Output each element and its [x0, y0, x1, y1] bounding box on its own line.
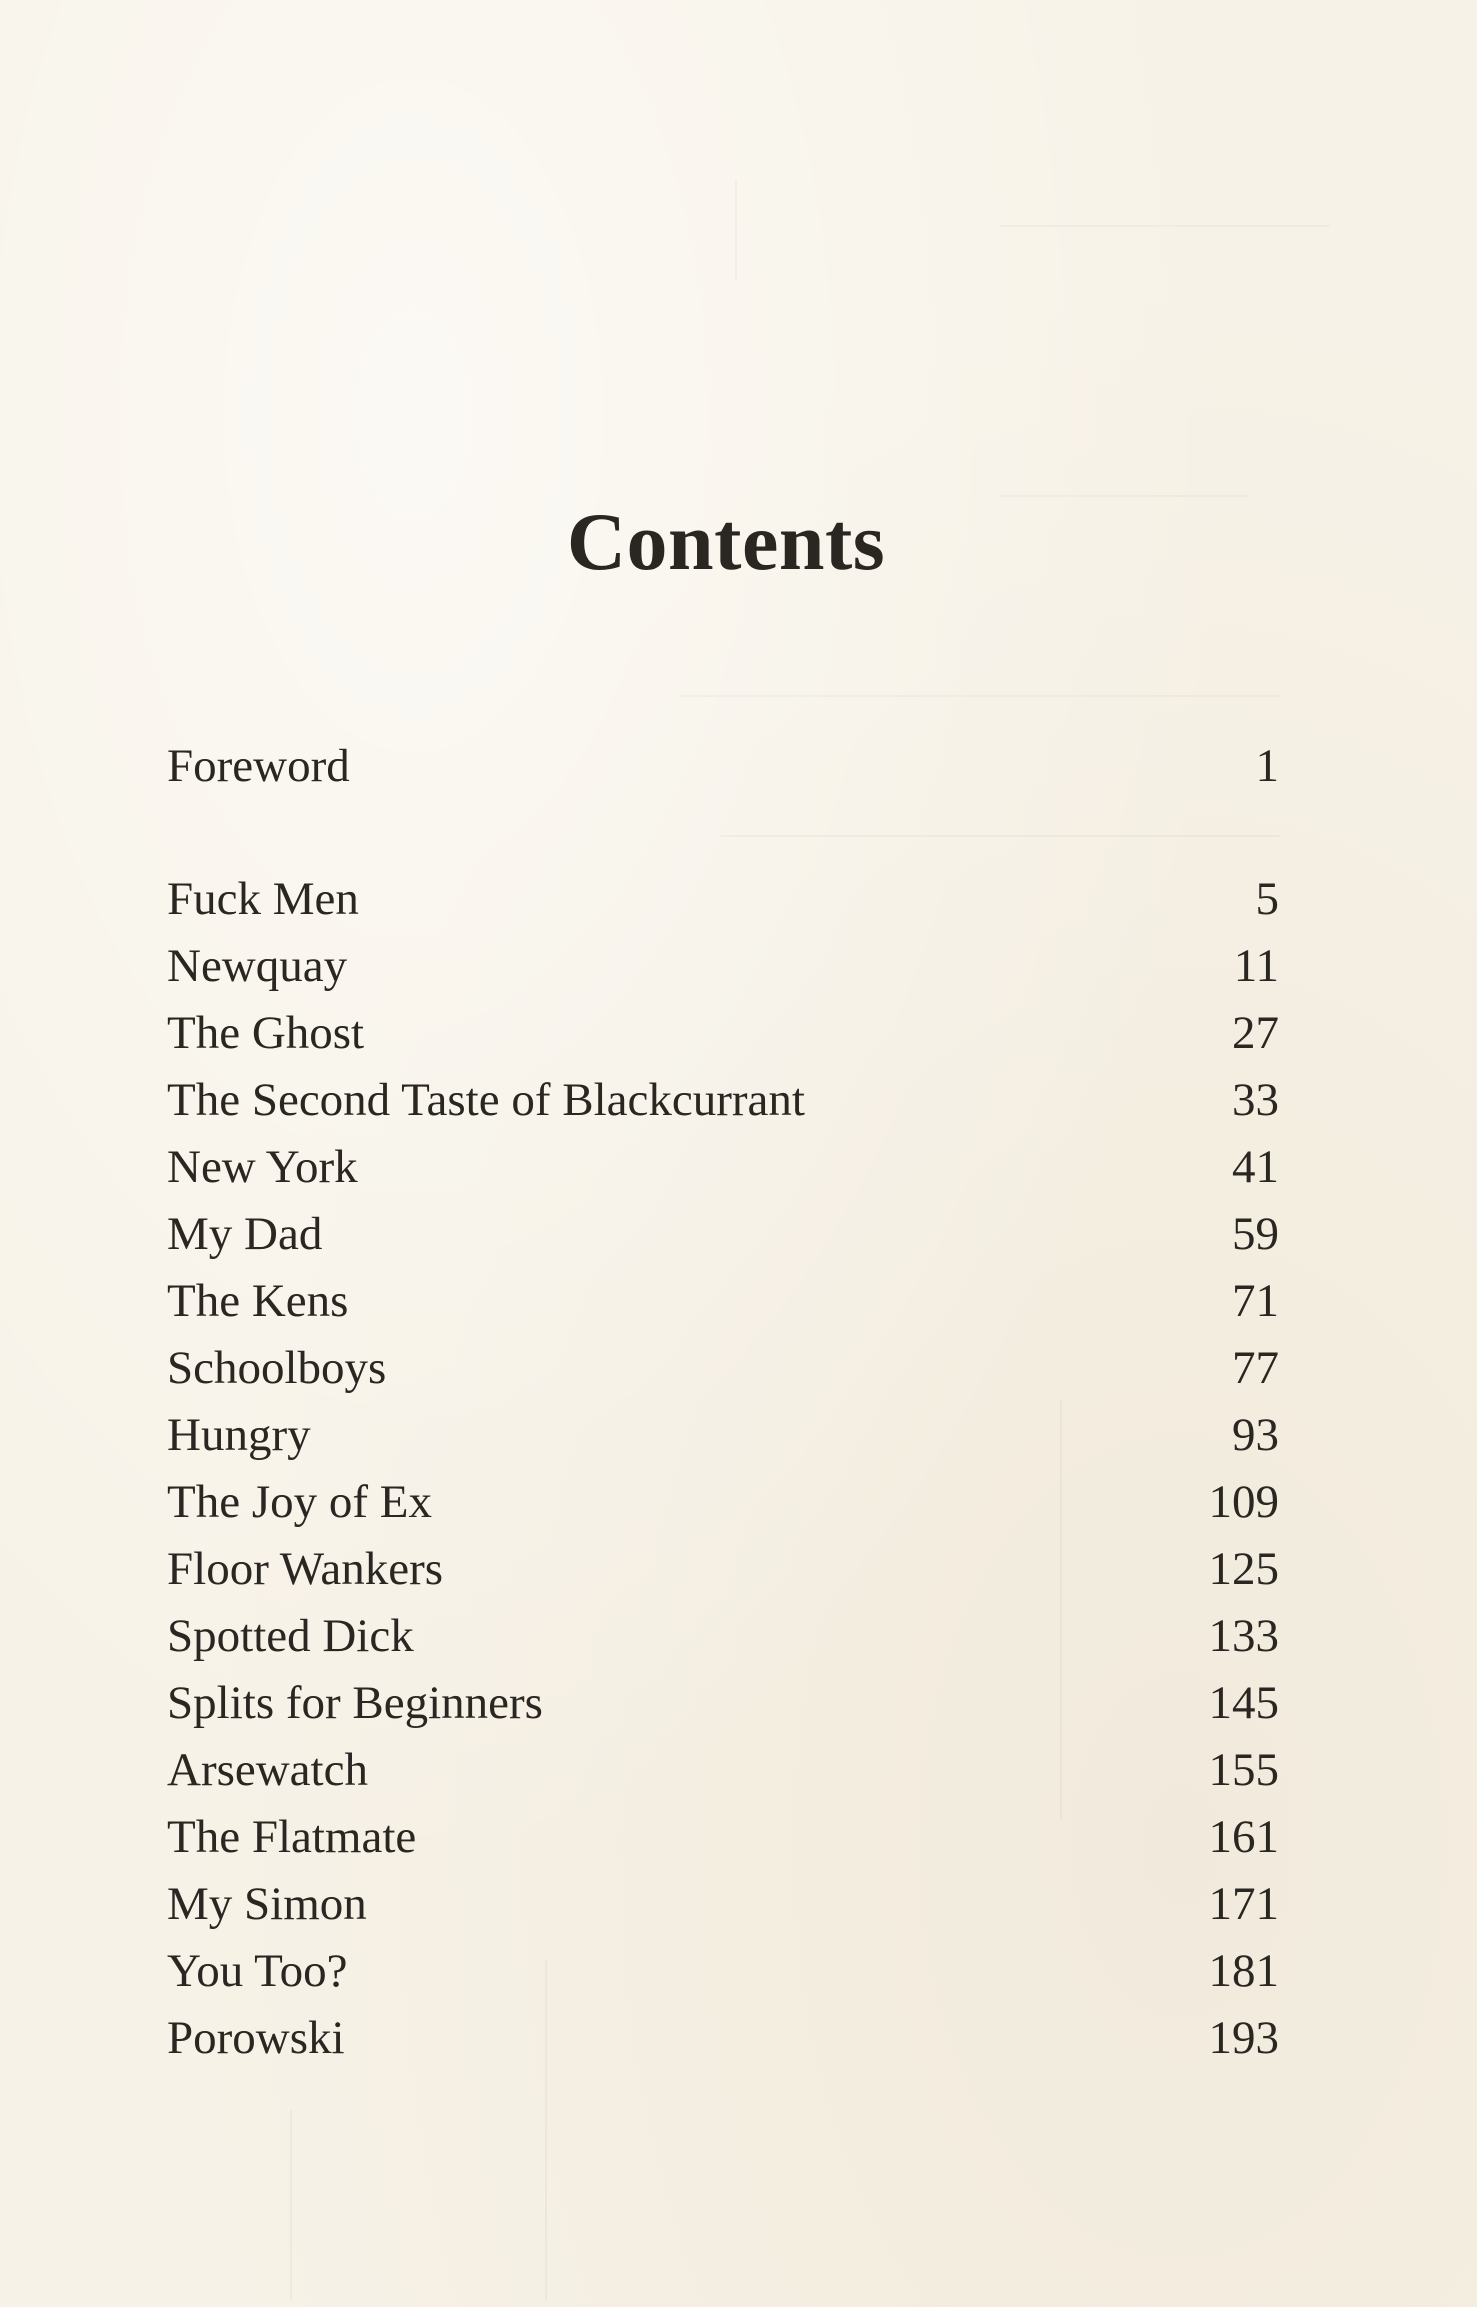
show-through-mark	[290, 2110, 292, 2300]
toc-entry	[167, 866, 1279, 933]
toc-entry-page: 1	[1255, 740, 1279, 792]
toc-entry	[167, 1603, 1279, 1670]
toc-entry-foreword	[167, 733, 1279, 800]
toc-entry-page: 41	[1232, 1141, 1279, 1193]
toc-entry	[167, 2005, 1279, 2072]
toc-entry-page: 33	[1232, 1074, 1279, 1126]
show-through-mark	[735, 180, 737, 280]
toc-entry-page: 161	[1208, 1811, 1279, 1863]
toc-entry-title: The Kens	[167, 1275, 349, 1327]
toc-entry-page: 181	[1208, 1945, 1279, 1997]
toc-entry	[167, 1871, 1279, 1938]
toc-entry	[167, 1335, 1279, 1402]
toc-entry-title: Spotted Dick	[167, 1610, 414, 1662]
toc-entry-page: 5	[1255, 873, 1279, 925]
table-of-contents	[167, 733, 1279, 2072]
toc-entry-title: My Dad	[167, 1208, 323, 1260]
show-through-mark	[680, 695, 1280, 697]
toc-entry-title: New York	[167, 1141, 358, 1193]
toc-entry-page: 193	[1208, 2012, 1279, 2064]
toc-entry-page: 133	[1208, 1610, 1279, 1662]
toc-entry	[167, 1201, 1279, 1268]
toc-entry-title: My Simon	[167, 1878, 367, 1930]
toc-entry	[167, 1000, 1279, 1067]
toc-entry-title: Newquay	[167, 940, 348, 992]
toc-entry-page: 27	[1232, 1007, 1279, 1059]
toc-entry	[167, 1067, 1279, 1134]
toc-entry-page: 155	[1208, 1744, 1279, 1796]
toc-entry-title: Foreword	[167, 740, 350, 792]
toc-entry	[167, 1938, 1279, 2005]
toc-entry-title: Fuck Men	[167, 873, 359, 925]
toc-entry-page: 59	[1232, 1208, 1279, 1260]
toc-entry-page: 77	[1232, 1342, 1279, 1394]
toc-entry-page: 71	[1232, 1275, 1279, 1327]
toc-entry	[167, 1402, 1279, 1469]
toc-entry-page: 93	[1232, 1409, 1279, 1461]
toc-entry-title: Splits for Beginners	[167, 1677, 543, 1729]
toc-entry-title: Floor Wankers	[167, 1543, 444, 1595]
page-title: Contents	[566, 496, 886, 587]
toc-entry-title: Arsewatch	[167, 1744, 368, 1796]
toc-entry-page: 171	[1208, 1878, 1279, 1930]
toc-entry	[167, 1670, 1279, 1737]
toc-entry-title: The Joy of Ex	[167, 1476, 432, 1528]
toc-entry-title: Porowski	[167, 2012, 345, 2064]
toc-entry-title: You Too?	[167, 1945, 348, 1997]
toc-entry-title: The Flatmate	[167, 1811, 417, 1863]
toc-entry-title: The Second Taste of Blackcurrant	[167, 1074, 805, 1126]
toc-entry-page: 109	[1208, 1476, 1279, 1528]
toc-entry-title: Schoolboys	[167, 1342, 387, 1394]
toc-entry-page: 11	[1233, 940, 1279, 992]
toc-entry	[167, 1268, 1279, 1335]
toc-entry-page: 125	[1208, 1543, 1279, 1595]
toc-entry	[167, 1469, 1279, 1536]
toc-entry	[167, 1536, 1279, 1603]
toc-entry	[167, 1737, 1279, 1804]
toc-entry-title: Hungry	[167, 1409, 311, 1461]
toc-entry	[167, 933, 1279, 1000]
toc-entry	[167, 1134, 1279, 1201]
toc-entry-page: 145	[1208, 1677, 1279, 1729]
show-through-mark	[1000, 225, 1330, 227]
toc-entry-title: The Ghost	[167, 1007, 365, 1059]
toc-entry	[167, 1804, 1279, 1871]
